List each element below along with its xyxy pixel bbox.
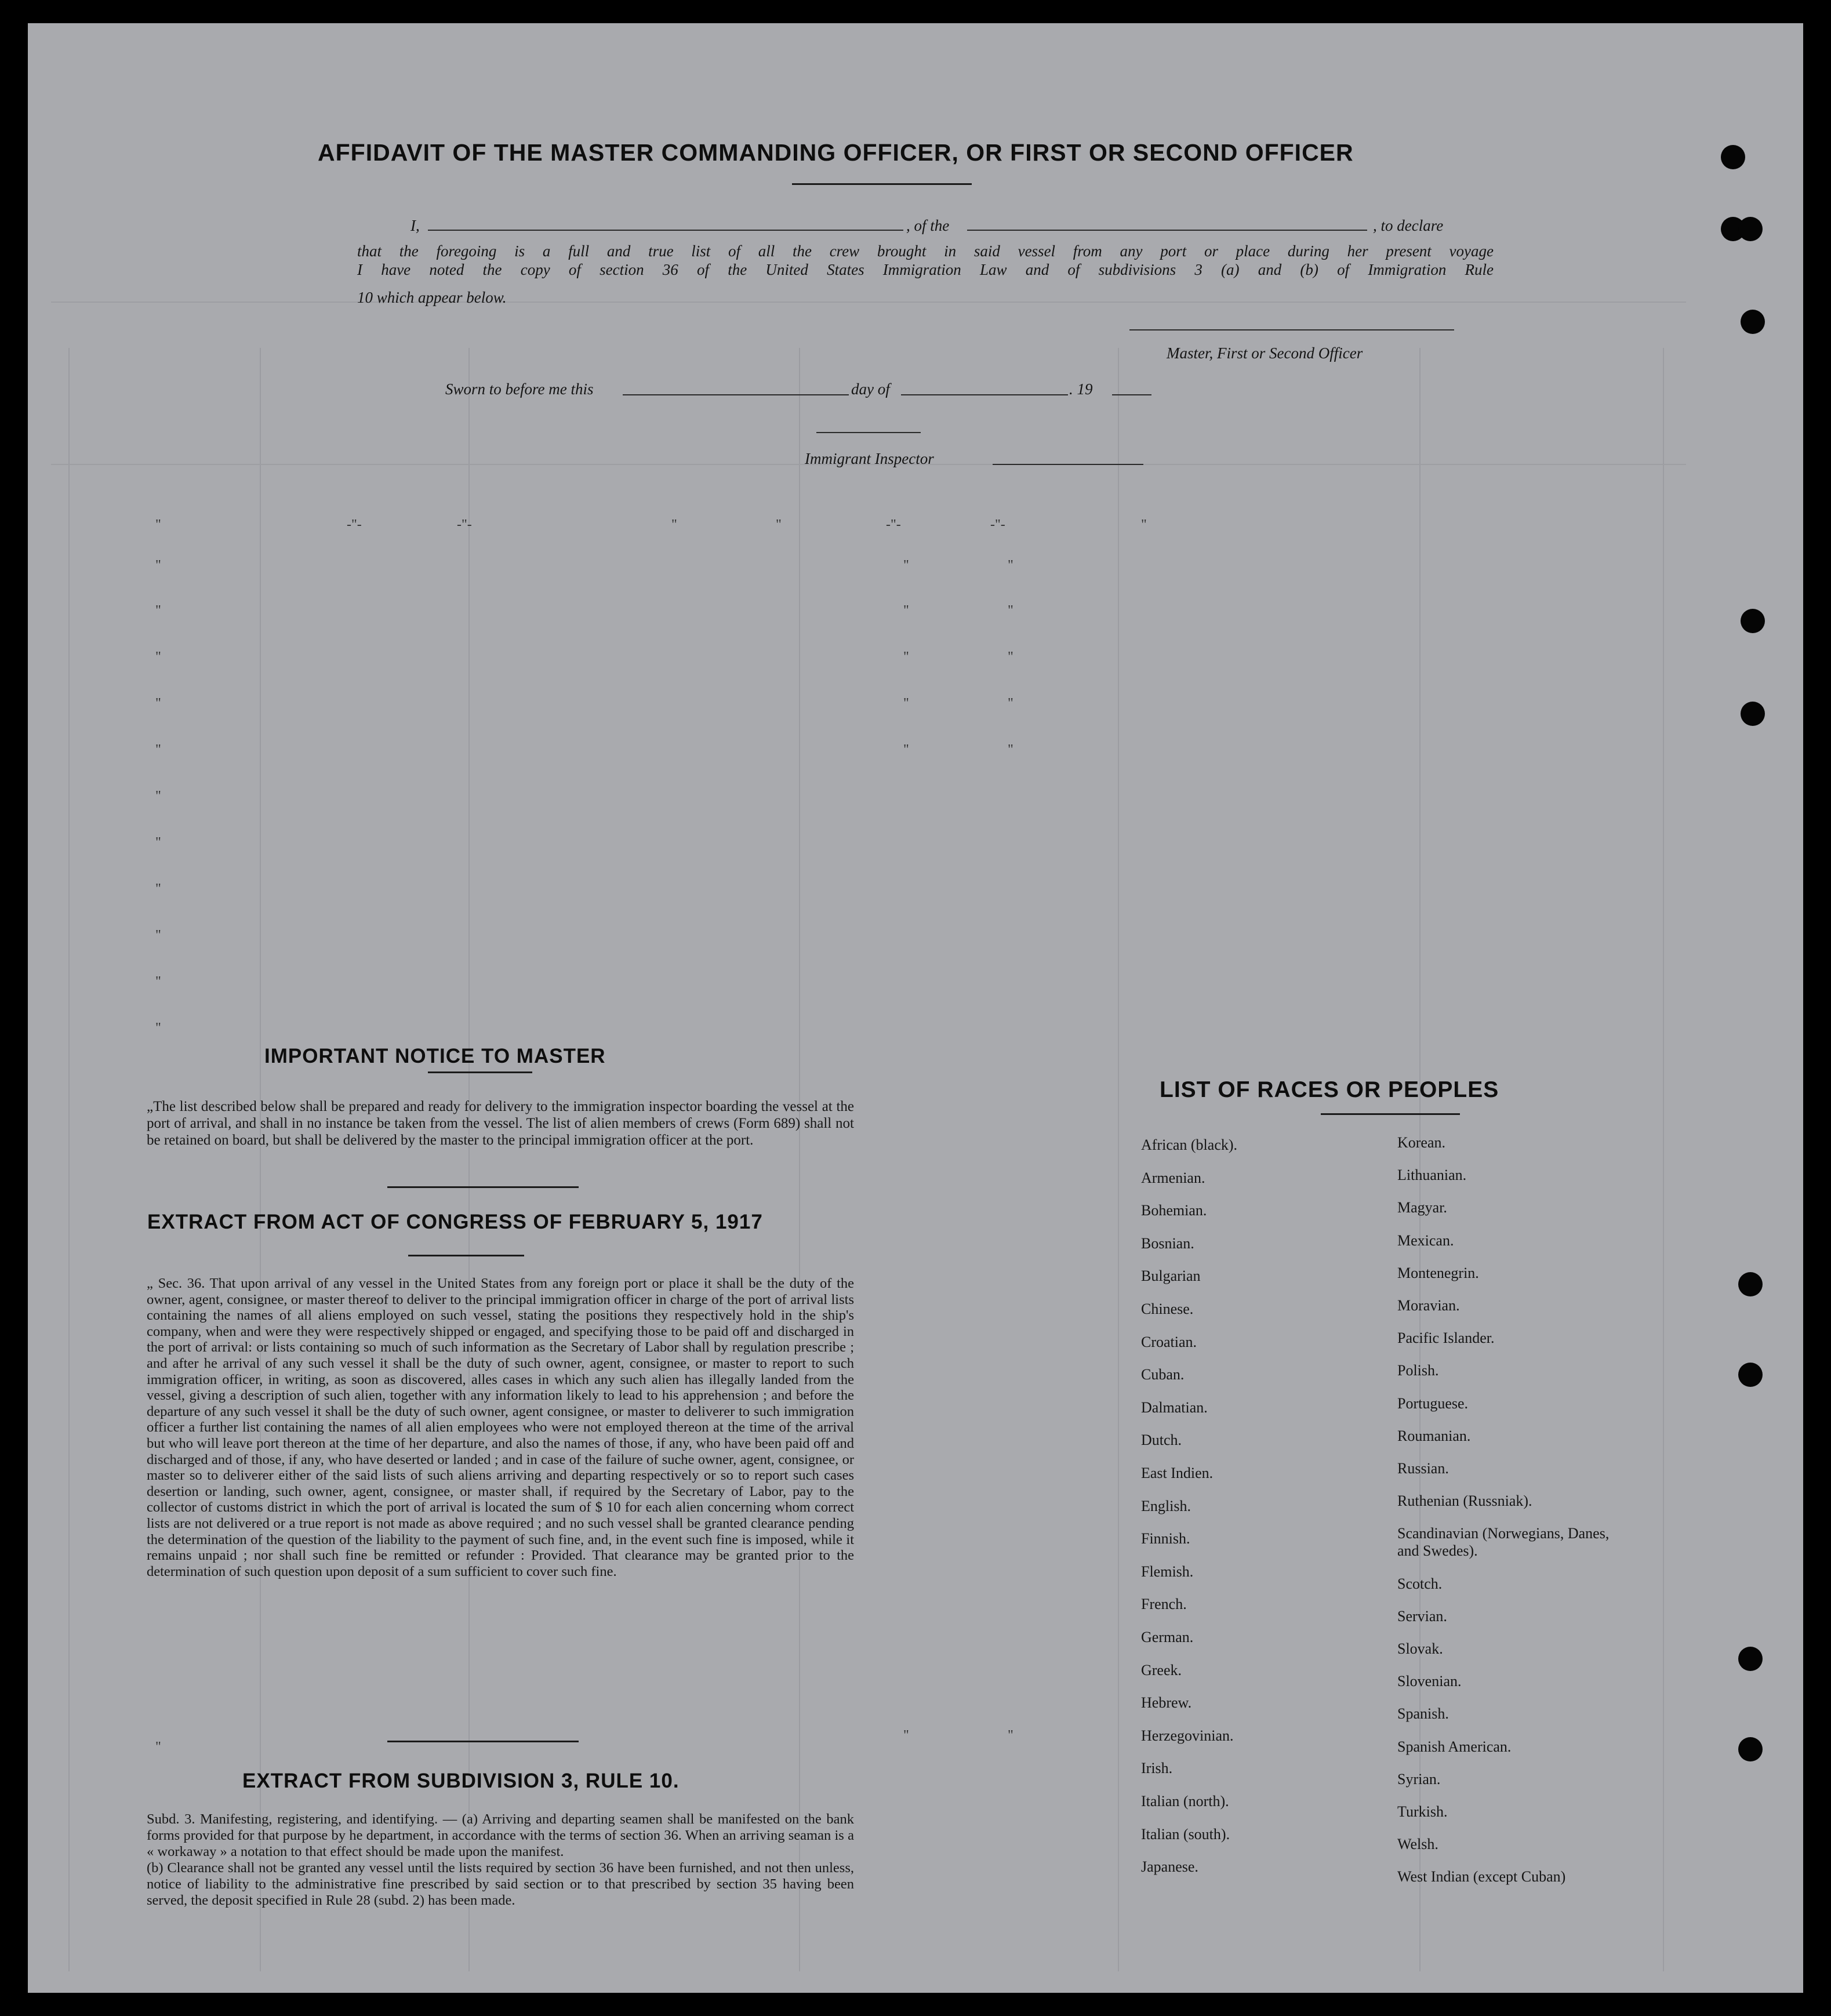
bleed-through-line <box>468 348 470 1971</box>
manifest-page: AFFIDAVIT OF THE MASTER COMMANDING OFFICER, OR FIRST OR SECOND OFFICER I, , of the , to declare that the foregoing is a full and true list of all the crew brought in said vessel from any port or place during her present voyage I have noted the copy of section 36 of the United States Immigration Law and of subdivisions 3 (a) and (b) of Immigration Rule 10 which appear below. Master, First or Second Officer Sworn to before me this day of . 19 Immigrant Inspector " -"- -"- " " -"- -"- " " " " " " " " " " " " " " " " " " " " " " " " " IMPORTANT NOTICE TO MASTER „The list described below shall be prepared and ready for delivery to the immigration inspector boarding the vessel at the port of arrival, and shall in no instance be taken from the vessel. The list of alien members of crews (Form 689) shall not be retained on board, but shall be delivered by the master to the principal immigration officer at the port. EXTRACT FROM ACT OF CONGRESS OF FEBRUARY 5, 1917 „ Sec. 36. That upon arrival of any vessel in the United States from any foreign port or place it shall be the duty of the owner, agent, consignee, or master thereof to deliver to the principal immigration officer in charge of the port of arrival lists containing the names of all aliens employed on such vessel, stating the positions they respectively hold in the ship's company, when and were they were respectively shipped or engaged, and specifying those to be paid off and discharged in the port of arrival: or lists containing so much of such information as the Secretary of Labor shall by regulation prescribe ; and after he arrival of any such vessel it shall be the duty of such owner, agent, consignee, or master to report to such immigration officer, in writing, as soon as discovered, alles cases in which any such alien has illegally landed from the vessel, giving a description of such alien, together with any information likely to lead to his apprehension ; and before the departure of any such vessel it shall be the duty of such owner, agent consignee, or master to deliverer to such immigration officer a further list containing the names of all alien employees who were not employed thereon at the time of the arrival but who will leave port thereon at the time of her departure, and also the names of those, if any, who have been paid off and discharged and of those, if any, who have deserted or landed ; and in case of the failure of suche owner, agent, consignee, or master so to deliverer either of the said lists of such aliens arriving and departing respectively or so to report such cases desertion or landing, such owner, agent, consignee, or master shall, if required by the Secretary of Labor, pay to the collector of customs district in which the port of arrival is located the sum of $ 10 for each alien concerning whom correct lists are not delivered or a true report is not made as above required ; and no such vessel shall be granted clearance pending the determination of the question of the liability to the payment of such fine, and, in the event such fine is imposed, while it remains unpaid ; nor shall such fine be remitted or refunder : Provided. That clearance may be granted prior to the determination of such question upon deposit of a sum sufficient to cover such fine. EXTRACT FROM SUBDIVISION 3, RULE 10. Subd. 3. Manifesting, registering, and identifying. — (a) Arriving and departing seamen shall be manifested on the bank forms provided for that purpose by he department, in accordance with the terms of section 36. When an arriving seaman is a « workaway » a notation to that effect should be made upon the manifest. (b) Clearance shall not be granted any vessel until the lists required by section 36 have been furnished, and not then unless, notice of liability to the administrative fine prescribed by said section or to that prescribed by section 35 having been served, the deposit specified in Rule 28 (subd. 2) has been made. LIST OF RACES OR PEOPLES African (black). Armenian. Bohemian. Bosnian. Bulgarian Chinese. Croatian. Cuban. Dalmatian. Dutch. East Indien. English. Finnish. Flemish. French. German. Greek. Hebrew. Herzegovinian. Irish. Italian (north). Italian (south). Japanese. Korean. Lithuanian. Magyar. Mexican. Montenegrin. Moravian. Pacific Islander. Polish. Portuguese. Roumanian. Russian. Ruthenian (Russniak). Scandinavian (Norwegians, Danes, and Swedes). Scotch. Servian. Slovak. Slovenian. Spanish. Spanish American. Syrian. Turkish. Welsh. West Indian (except Cuban) <box>28 23 1803 1993</box>
race-item: Mexican. <box>1397 1232 1454 1249</box>
races-underline <box>1321 1113 1460 1115</box>
race-item: Scandinavian (Norwegians, Danes, and Swedes). <box>1397 1525 1610 1560</box>
race-item: Dutch. <box>1141 1432 1182 1449</box>
inspector-signature-blank <box>993 464 1143 465</box>
punch-hole <box>1741 310 1765 334</box>
signature-blank <box>1129 329 1454 330</box>
race-item: Dalmatian. <box>1141 1399 1208 1416</box>
title-underline <box>792 183 972 185</box>
notice-text: „The list described below shall be prepared and ready for delivery to the immigration inspector boarding the vessel at the port of arrival, and shall in no instance be taken from the vessel. The list of alien members of crews (Form 689) shall not be retained on board, but shall be delivered by the master to the principal immigration officer at the port. <box>147 1099 854 1148</box>
divider <box>387 1741 579 1742</box>
bleed-through-line <box>1118 348 1119 1971</box>
race-item: Chinese. <box>1141 1301 1194 1317</box>
race-item: Scotch. <box>1397 1575 1443 1592</box>
races-title: LIST OF RACES OR PEOPLES <box>1160 1077 1499 1102</box>
sworn-day-of: day of <box>851 380 890 398</box>
punch-hole <box>1738 1647 1763 1671</box>
race-item: Slovak. <box>1397 1640 1443 1657</box>
bleed-through-line <box>799 348 800 1971</box>
punch-hole <box>1741 702 1765 726</box>
inspector-rule-left <box>816 432 921 433</box>
bleed-through-line <box>1419 348 1421 1971</box>
race-item: West Indian (except Cuban) <box>1397 1868 1566 1886</box>
race-item: Flemish. <box>1141 1563 1194 1580</box>
race-item: Bulgarian <box>1141 1267 1201 1285</box>
race-item: Pacific Islander. <box>1397 1330 1495 1347</box>
bleed-through-line <box>1663 348 1664 1971</box>
affidavit-line-3: I have noted the copy of section 36 of the United States Immigration Law and of subdivisions 3 (a) and (b) of Immigration Rule <box>357 261 1494 278</box>
race-item: Montenegrin. <box>1397 1264 1479 1281</box>
race-item: Roumanian. <box>1397 1427 1471 1444</box>
bleed-through-line <box>260 348 261 1971</box>
race-item: Bosnian. <box>1141 1234 1194 1252</box>
race-item: African (black). <box>1141 1136 1238 1153</box>
sworn-year: . 19 <box>1069 380 1093 398</box>
affidavit-line-2: that the foregoing is a full and true list of all the crew brought in said vessel from any port or place during her present voyage <box>357 242 1494 260</box>
signature-caption: Master, First or Second Officer <box>1167 344 1363 362</box>
race-item: French. <box>1141 1596 1187 1613</box>
race-item: Bohemian. <box>1141 1202 1207 1219</box>
punch-hole <box>1738 1737 1763 1761</box>
race-item: Welsh. <box>1397 1836 1438 1853</box>
race-item: Italian (south). <box>1141 1825 1230 1843</box>
affidavit-of-the: , of the <box>906 217 950 234</box>
race-item: Russian. <box>1397 1460 1449 1477</box>
race-item: Spanish American. <box>1397 1738 1512 1755</box>
race-item: Greek. <box>1141 1661 1182 1679</box>
race-item: Moravian. <box>1397 1297 1460 1314</box>
vessel-blank <box>967 230 1367 231</box>
sworn-year-blank <box>1112 394 1151 395</box>
race-item: Korean. <box>1397 1134 1446 1151</box>
rule-paragraph-b: (b) Clearance shall not be granted any vessel until the lists required by section 36 have been furnished, and not then unless, notice of liability to the administrative fine prescribed by said section or to that prescribed by section 35 having been served, the deposit specified in Rule 28 (subd. 2) has been made. <box>147 1860 854 1908</box>
race-item: Portuguese. <box>1397 1394 1469 1412</box>
race-item: Hebrew. <box>1141 1694 1192 1712</box>
race-item: English. <box>1141 1497 1191 1514</box>
race-item: Polish. <box>1397 1362 1439 1379</box>
divider <box>387 1186 579 1188</box>
race-item: Japanese. <box>1141 1858 1198 1876</box>
divider <box>408 1255 524 1256</box>
race-item: Syrian. <box>1397 1770 1441 1788</box>
notice-title: IMPORTANT NOTICE TO MASTER <box>264 1045 606 1067</box>
race-item: Finnish. <box>1141 1530 1190 1548</box>
affidavit-line-4: 10 which appear below. <box>357 289 507 306</box>
race-item: Lithuanian. <box>1397 1167 1467 1184</box>
name-blank <box>428 230 903 231</box>
affidavit-i: I, <box>410 217 420 234</box>
extract-rule-title: EXTRACT FROM SUBDIVISION 3, RULE 10. <box>242 1770 680 1792</box>
race-item: Cuban. <box>1141 1366 1185 1383</box>
race-item: Italian (north). <box>1141 1793 1229 1810</box>
sworn-prefix: Sworn to before me this <box>445 380 594 398</box>
punch-hole <box>1738 217 1763 241</box>
extract-act-text: „ Sec. 36. That upon arrival of any vessel in the United States from any foreign port or place it shall be the duty of the owner, agent, consignee, or master thereof to deliver to the principal immigration officer in charge of the port of arrival lists containing the names of all aliens employed on such vessel, stating the positions they respectively hold in the ship's company, when and were they were respectively shipped or engaged, and specifying those to be paid off and discharged in the port of arrival: or lists containing so much of such information as the Secretary of Labor shall by regulation prescribe ; and after he arrival of any such vessel it shall be the duty of such owner, agent, consignee, or master to report to such immigration officer, in writing, as soon as discovered, alles cases in which any such alien has illegally landed from the vessel, giving a description of such alien, together with any information likely to lead to his apprehension ; and before the departure of any such vessel it shall be the duty of such owner, agent consignee, or master to deliverer to such immigration officer a further list containing the names of all alien employees who were not employed thereon at the time of the arrival but who will leave port thereon at the time of her departure, and also the names of those, if any, who have been paid off and discharged and of those, if any, who have deserted or landed ; and in case of the failure of suche owner, agent, consignee, or master so to deliverer either of the said lists of such aliens arriving and departing respectively or so to report such cases desertion or landing, such owner, agent, consignee, or master shall, if required by the Secretary of Labor, pay to the collector of customs district in which the port of arrival is located the sum of $ 10 for each alien concerning whom correct lists are not delivered or a true report is not made as above required ; and no such vessel shall be granted clearance pending the determination of the question of the liability to the payment of such fine, and, in the event such fine is imposed, while it remains unpaid ; nor shall such fine be remitted or refunder : Provided. That clearance may be granted prior to the determination of such question upon deposit of a sum sufficient to cover such fine. <box>147 1276 854 1579</box>
punch-hole <box>1741 609 1765 633</box>
race-item: Spanish. <box>1397 1705 1449 1723</box>
bleed-through-line <box>51 302 1686 303</box>
race-item: Turkish. <box>1397 1803 1448 1820</box>
punch-hole <box>1721 145 1745 169</box>
race-item: East Indien. <box>1141 1465 1214 1481</box>
sworn-month-blank <box>901 394 1068 395</box>
extract-act-title: EXTRACT FROM ACT OF CONGRESS OF FEBRUARY 5, 1917 <box>147 1211 763 1233</box>
race-item: Croatian. <box>1141 1333 1197 1350</box>
race-item: German. <box>1141 1629 1194 1646</box>
bleed-through-line <box>68 348 70 1971</box>
notice-underline <box>428 1071 532 1073</box>
race-item: Slovenian. <box>1397 1673 1462 1690</box>
race-item: Ruthenian (Russniak). <box>1397 1492 1532 1510</box>
affidavit-declare: , to declare <box>1373 217 1444 234</box>
punch-hole <box>1738 1363 1763 1387</box>
sworn-day-blank <box>623 394 849 395</box>
extract-rule-text <box>147 1811 854 1909</box>
race-item: Magyar. <box>1397 1199 1447 1216</box>
inspector-caption: Immigrant Inspector <box>805 450 934 467</box>
race-item: Irish. <box>1141 1760 1173 1777</box>
affidavit-title: AFFIDAVIT OF THE MASTER COMMANDING OFFICER, OR FIRST OR SECOND OFFICER <box>318 139 1354 166</box>
race-item: Armenian. <box>1141 1169 1205 1186</box>
race-item: Herzegovinian. <box>1141 1727 1234 1744</box>
punch-hole <box>1738 1272 1763 1296</box>
rule-paragraph-a: Subd. 3. Manifesting, registering, and identifying. — (a) Arriving and departing seamen shall be manifested on the bank forms provided for that purpose by he department, in accordance with the terms of section 36. When an arriving seaman is a « workaway » a notation to that effect should be made upon the manifest. <box>147 1811 854 1859</box>
race-item: Servian. <box>1397 1607 1447 1625</box>
